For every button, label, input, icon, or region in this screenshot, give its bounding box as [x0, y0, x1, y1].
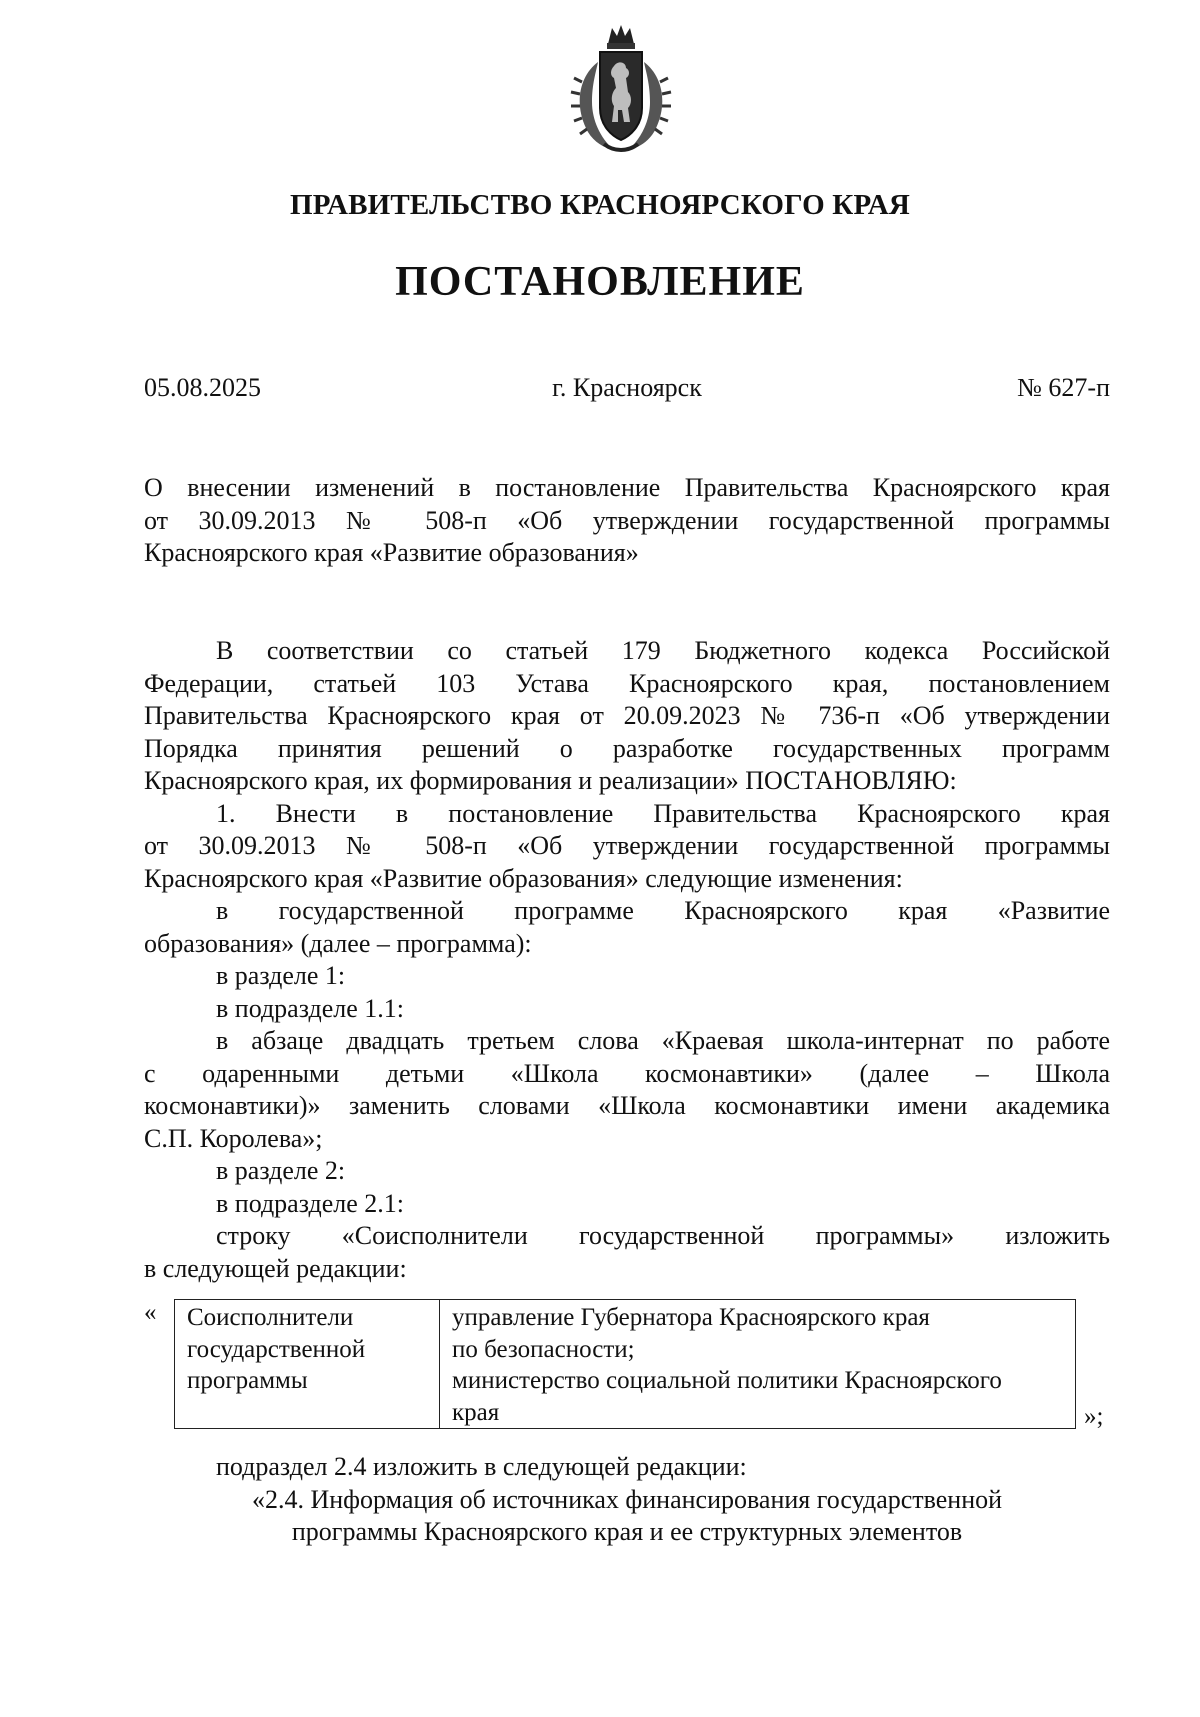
table-cell-value — [440, 1300, 1076, 1429]
krasnoyarsk-coat-of-arms-icon — [568, 22, 674, 156]
body-line: Порядка принятия решений о разработке государственных программ — [144, 733, 1110, 763]
body-line: В соответствии со статьей 179 Бюджетного кодекса Российской — [216, 636, 1110, 665]
document-subject — [144, 472, 1110, 570]
body-line: Красноярского края, их формирования и реализации» ПОСТАНОВЛЯЮ: — [144, 766, 957, 795]
subject-line: Красноярского края «Развитие образования» — [144, 538, 639, 567]
document-meta-row — [144, 373, 1110, 407]
document-type-title: ПОСТАНОВЛЕНИЕ — [395, 259, 805, 305]
document-city: г. Красноярск — [552, 373, 702, 402]
inserted-table-block — [144, 1299, 1124, 1439]
table-open-quote: « — [144, 1299, 157, 1326]
table-close-quote: »; — [1084, 1403, 1104, 1430]
body-line: в разделе 2: — [216, 1156, 346, 1185]
cell-line: по безопасности; — [452, 1335, 635, 1363]
body-line: в подразделе 2.1: — [216, 1188, 405, 1218]
body-line: Федерации, статьей 103 Устава Красноярского края, постановлением — [144, 668, 1110, 698]
cell-line: программы — [187, 1367, 308, 1394]
body-line: строку «Соисполнители государственной программы» изложить — [216, 1221, 1110, 1250]
body-line: от 30.09.2013 № 508-п «Об утверждении государственной программы — [144, 831, 1110, 860]
body-line: в подразделе 1.1: — [216, 993, 405, 1023]
coexecutors-table — [174, 1299, 1076, 1429]
body-line: в следующей редакции: — [144, 1253, 407, 1283]
subject-line: О внесении изменений в постановление Правительства Красноярского края — [144, 473, 1110, 502]
body-line: в абзаце двадцать третьем слова «Краевая школа-интернат по работе — [216, 1026, 1110, 1055]
cell-line: управление Губернатора Красноярского края — [452, 1304, 930, 1331]
body-line: 1. Внести в постановление Правительства Красноярского края — [216, 798, 1110, 828]
body-line: в государственной программе Красноярского края «Развитие — [216, 896, 1110, 925]
tail-intro: подраздел 2.4 изложить в следующей редакции: — [216, 1452, 747, 1481]
table-row — [175, 1300, 1076, 1429]
government-title: ПРАВИТЕЛЬСТВО КРАСНОЯРСКОГО КРАЯ — [289, 189, 911, 221]
body-line: в разделе 1: — [216, 961, 346, 990]
body-line: Красноярского края «Развитие образования» следующие изменения: — [144, 863, 903, 893]
cell-line: государственной — [187, 1335, 366, 1363]
cell-line: края — [452, 1398, 500, 1426]
cell-line: министерство социальной политики Красноярского — [452, 1367, 1002, 1394]
body-line: Правительства Красноярского края от 20.09.2023 № 736-п «Об утверждении — [144, 701, 1110, 730]
subject-line: от 30.09.2013 № 508-п «Об утверждении государственной программы — [144, 505, 1110, 535]
document-date: 05.08.2025 — [144, 373, 261, 402]
document-tail — [144, 1451, 1110, 1549]
body-line: с одаренными детьми «Школа космонавтики» (далее – Школа — [144, 1058, 1110, 1088]
body-line: С.П. Королева»; — [144, 1123, 323, 1153]
table-cell-label — [175, 1300, 440, 1429]
document-body — [144, 635, 1110, 1285]
section-heading-line: программы Красноярского края и ее структурных элементов — [291, 1517, 963, 1546]
cell-line: Соисполнители — [187, 1304, 354, 1331]
body-line: образования» (далее – программа): — [144, 928, 532, 958]
document-number: № 627-п — [1017, 373, 1110, 402]
body-line: космонавтики)» заменить словами «Школа космонавтики имени академика — [144, 1091, 1110, 1120]
section-heading-line: «2.4. Информация об источниках финансирования государственной — [251, 1484, 1003, 1514]
